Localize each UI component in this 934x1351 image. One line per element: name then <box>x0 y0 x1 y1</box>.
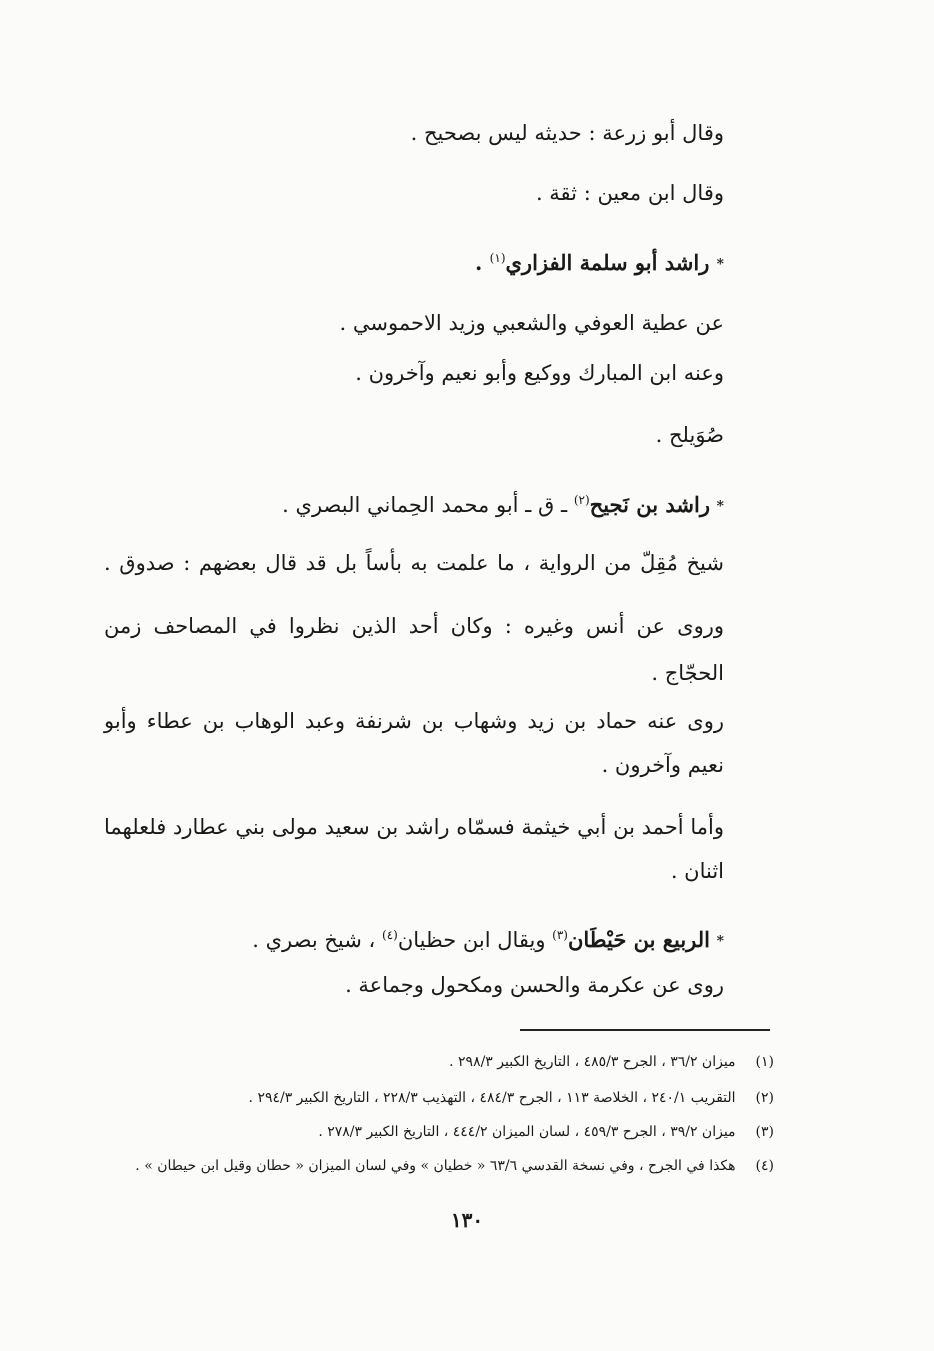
body-line: عن عطية العوفي والشعبي وزيد الاحموسي . <box>339 311 724 335</box>
footnote-divider <box>520 1029 770 1031</box>
body-line: صُوَيلح . <box>655 423 724 447</box>
body-line: شيخ مُقِلّ من الرواية ، ما علمت به بأساً بل قد قال بعضهم : صدوق . <box>104 551 724 575</box>
footnote-number: (١) <box>755 1054 774 1070</box>
entry-heading <box>282 485 724 522</box>
body-line: نعيم وآخرون . <box>601 753 724 777</box>
entry-name: راشد أبو سلمة الفزاري <box>505 250 710 275</box>
footnote-text: ميزان ٣٦/٢ ، الجرح ٤٨٥/٣ ، التاريخ الكبير ٢٩٨/٣ . <box>449 1054 736 1070</box>
entry-heading <box>475 243 724 280</box>
footnote <box>135 1156 774 1176</box>
entry-rest: ، شيخ بصري . <box>252 928 382 952</box>
body-line: وأما أحمد بن أبي خيثمة فسمّاه راشد بن سعيد مولى بني عطارد فلعلهما <box>104 815 724 839</box>
entry-star: * <box>716 498 724 515</box>
entry-rest: ويقال ابن حظيان <box>397 928 553 952</box>
footnote <box>318 1122 774 1142</box>
footnote-text: ميزان ٣٩/٢ ، الجرح ٤٥٩/٣ ، لسان الميزان ٤٤٤/٢ ، التاريخ الكبير ٢٧٨/٣ . <box>318 1124 736 1140</box>
footnote <box>449 1052 774 1072</box>
body-line: روى عن عكرمة والحسن ومكحول وجماعة . <box>345 973 724 997</box>
footnote-ref: (٤) <box>382 928 398 942</box>
entry-heading <box>252 920 724 957</box>
footnote <box>249 1088 774 1108</box>
entry-star: * <box>716 256 724 273</box>
footnote-number: (٤) <box>755 1158 774 1174</box>
body-line: روى عنه حماد بن زيد وشهاب بن شرنفة وعبد الوهاب بن عطاء وأبو <box>104 709 724 733</box>
entry-rest: ـ ق ـ أبو محمد الحِماني البصري . <box>282 493 574 517</box>
body-line: اثنان . <box>670 859 724 883</box>
body-line: وقال ابن معين : ثقة . <box>535 181 724 205</box>
body-line: الحجّاج . <box>651 661 724 685</box>
page-number: ١٣٠ <box>450 1208 484 1232</box>
body-line: وروى عن أنس وغيره : وكان أحد الذين نظروا في المصاحف زمن <box>104 614 724 638</box>
body-line: وقال أبو زرعة : حديثه ليس بصحيح . <box>410 121 724 145</box>
footnote-text: التقريب ٢٤٠/١ ، الخلاصة ١١٣ ، الجرح ٤٨٤/٣ ، التهذيب ٢٢٨/٣ ، التاريخ الكبير ٢٩٤/٣ . <box>248 1090 736 1106</box>
footnote-number: (٢) <box>755 1090 774 1106</box>
entry-star: * <box>716 933 724 950</box>
footnote-number: (٣) <box>755 1124 774 1140</box>
footnote-text: هكذا في الجرح ، وفي نسخة القدسي ٦٣/٦ « خطيان » وفي لسان الميزان « حطان وقيل ابن حيطان » . <box>135 1158 736 1174</box>
body-line: وعنه ابن المبارك ووكيع وأبو نعيم وآخرون . <box>355 361 724 385</box>
entry-rest: . <box>475 250 490 275</box>
entry-name: الربيع بن حَيْطَان <box>567 927 710 952</box>
footnote-ref: (٢) <box>573 493 590 507</box>
entry-name: راشد بن نَجيح <box>589 492 710 517</box>
footnote-ref: (١) <box>489 251 506 265</box>
footnote-ref: (٣) <box>552 928 568 942</box>
